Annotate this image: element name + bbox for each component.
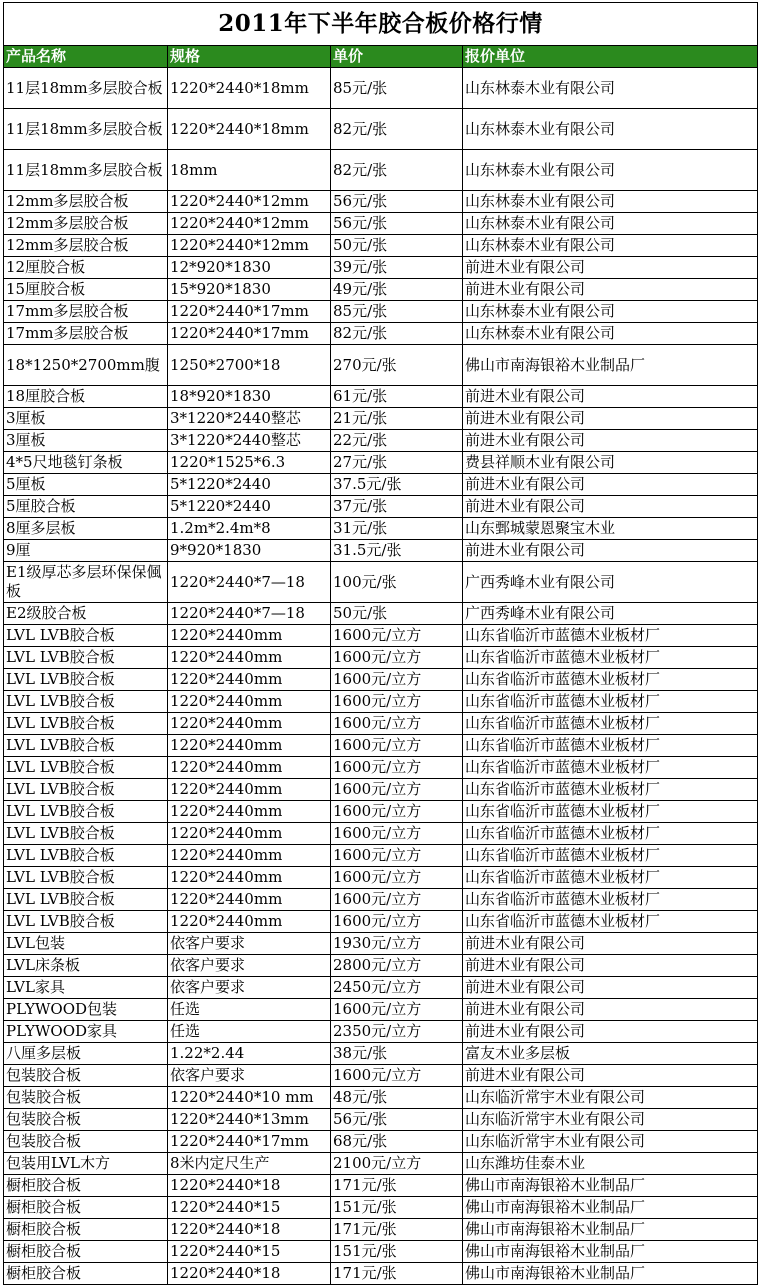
supplier-cell: 山东省临沂市蓝德木业板材厂 xyxy=(463,735,758,757)
product-name-cell: 橱柜胶合板 xyxy=(4,1175,168,1197)
spec-cell: 18*920*1830 xyxy=(168,386,331,408)
price-cell: 100元/张 xyxy=(331,562,463,603)
spec-cell: 18mm xyxy=(168,150,331,191)
supplier-cell: 山东鄄城蒙恩聚宝木业 xyxy=(463,518,758,540)
price-cell: 1600元/立方 xyxy=(331,779,463,801)
supplier-cell: 山东潍坊佳泰木业 xyxy=(463,1153,758,1175)
price-cell: 2800元/立方 xyxy=(331,955,463,977)
product-name-cell: 八厘多层板 xyxy=(4,1043,168,1065)
supplier-cell: 佛山市南海银裕木业制品厂 xyxy=(463,1175,758,1197)
supplier-cell: 前进木业有限公司 xyxy=(463,955,758,977)
spec-cell: 依客户要求 xyxy=(168,933,331,955)
spec-cell: 8米内定尺生产 xyxy=(168,1153,331,1175)
price-cell: 82元/张 xyxy=(331,150,463,191)
price-cell: 56元/张 xyxy=(331,191,463,213)
table-row xyxy=(4,625,758,647)
table-row xyxy=(4,150,758,191)
table-row xyxy=(4,1219,758,1241)
supplier-cell: 前进木业有限公司 xyxy=(463,279,758,301)
table-row xyxy=(4,1043,758,1065)
spec-cell: 1220*2440*12mm xyxy=(168,213,331,235)
price-cell: 2350元/立方 xyxy=(331,1021,463,1043)
table-row xyxy=(4,999,758,1021)
price-cell: 39元/张 xyxy=(331,257,463,279)
product-name-cell: 11层18mm多层胶合板 xyxy=(4,109,168,150)
spec-cell: 9*920*1830 xyxy=(168,540,331,562)
table-row xyxy=(4,933,758,955)
supplier-cell: 山东省临沂市蓝德木业板材厂 xyxy=(463,779,758,801)
table-row xyxy=(4,257,758,279)
spec-cell: 1220*2440*15 xyxy=(168,1241,331,1263)
spec-cell: 3*1220*2440整芯 xyxy=(168,408,331,430)
product-name-cell: 12厘胶合板 xyxy=(4,257,168,279)
price-cell: 1600元/立方 xyxy=(331,999,463,1021)
price-cell: 85元/张 xyxy=(331,301,463,323)
spec-cell: 1220*2440mm xyxy=(168,911,331,933)
table-row xyxy=(4,235,758,257)
product-name-cell: LVL包装 xyxy=(4,933,168,955)
supplier-cell: 山东临沂常宇木业有限公司 xyxy=(463,1109,758,1131)
table-row xyxy=(4,1021,758,1043)
column-header-spec: 规格 xyxy=(168,46,331,68)
supplier-cell: 前进木业有限公司 xyxy=(463,977,758,999)
table-row xyxy=(4,474,758,496)
table-row xyxy=(4,452,758,474)
spec-cell: 1250*2700*18 xyxy=(168,345,331,386)
spec-cell: 1220*2440*13mm xyxy=(168,1109,331,1131)
table-row xyxy=(4,68,758,109)
table-row xyxy=(4,408,758,430)
table-row xyxy=(4,518,758,540)
supplier-cell: 前进木业有限公司 xyxy=(463,1065,758,1087)
product-name-cell: LVL LVB胶合板 xyxy=(4,867,168,889)
supplier-cell: 前进木业有限公司 xyxy=(463,496,758,518)
product-name-cell: 包装胶合板 xyxy=(4,1109,168,1131)
spec-cell: 1220*2440*17mm xyxy=(168,301,331,323)
product-name-cell: 4*5尺地毯钉条板 xyxy=(4,452,168,474)
table-row xyxy=(4,279,758,301)
price-cell: 27元/张 xyxy=(331,452,463,474)
table-row xyxy=(4,562,758,603)
supplier-cell: 前进木业有限公司 xyxy=(463,933,758,955)
supplier-cell: 富友木业多层板 xyxy=(463,1043,758,1065)
spec-cell: 1220*2440*7—18 xyxy=(168,603,331,625)
supplier-cell: 前进木业有限公司 xyxy=(463,386,758,408)
spec-cell: 1220*2440*18mm xyxy=(168,109,331,150)
supplier-cell: 佛山市南海银裕木业制品厂 xyxy=(463,1241,758,1263)
product-name-cell: 橱柜胶合板 xyxy=(4,1219,168,1241)
spec-cell: 15*920*1830 xyxy=(168,279,331,301)
product-name-cell: PLYWOOD包装 xyxy=(4,999,168,1021)
price-cell: 31元/张 xyxy=(331,518,463,540)
table-row xyxy=(4,430,758,452)
price-cell: 2450元/立方 xyxy=(331,977,463,999)
table-row xyxy=(4,345,758,386)
price-cell: 1600元/立方 xyxy=(331,1065,463,1087)
table-row xyxy=(4,1175,758,1197)
table-row xyxy=(4,540,758,562)
spec-cell: 1220*2440mm xyxy=(168,823,331,845)
product-name-cell: LVL床条板 xyxy=(4,955,168,977)
table-row xyxy=(4,955,758,977)
supplier-cell: 前进木业有限公司 xyxy=(463,257,758,279)
product-name-cell: 12mm多层胶合板 xyxy=(4,235,168,257)
price-cell: 171元/张 xyxy=(331,1219,463,1241)
product-name-cell: 8厘多层板 xyxy=(4,518,168,540)
product-name-cell: 11层18mm多层胶合板 xyxy=(4,68,168,109)
product-name-cell: LVL LVB胶合板 xyxy=(4,779,168,801)
spec-cell: 1220*2440mm xyxy=(168,735,331,757)
spec-cell: 1220*2440mm xyxy=(168,779,331,801)
column-header-price: 单价 xyxy=(331,46,463,68)
product-name-cell: 17mm多层胶合板 xyxy=(4,301,168,323)
supplier-cell: 前进木业有限公司 xyxy=(463,408,758,430)
spec-cell: 1220*2440mm xyxy=(168,757,331,779)
product-name-cell: 包装胶合板 xyxy=(4,1131,168,1153)
product-name-cell: LVL LVB胶合板 xyxy=(4,713,168,735)
product-name-cell: LVL LVB胶合板 xyxy=(4,625,168,647)
product-name-cell: 18*1250*2700mm腹 xyxy=(4,345,168,386)
supplier-cell: 佛山市南海银裕木业制品厂 xyxy=(463,1263,758,1285)
product-name-cell: LVL LVB胶合板 xyxy=(4,801,168,823)
product-name-cell: 橱柜胶合板 xyxy=(4,1263,168,1285)
table-row xyxy=(4,669,758,691)
table-row xyxy=(4,1131,758,1153)
supplier-cell: 山东林泰木业有限公司 xyxy=(463,191,758,213)
supplier-cell: 山东临沂常宇木业有限公司 xyxy=(463,1131,758,1153)
supplier-cell: 山东林泰木业有限公司 xyxy=(463,213,758,235)
supplier-cell: 山东林泰木业有限公司 xyxy=(463,235,758,257)
table-row xyxy=(4,867,758,889)
supplier-cell: 前进木业有限公司 xyxy=(463,540,758,562)
price-cell: 37.5元/张 xyxy=(331,474,463,496)
product-name-cell: 5厘胶合板 xyxy=(4,496,168,518)
product-name-cell: 18厘胶合板 xyxy=(4,386,168,408)
spec-cell: 1220*2440*15 xyxy=(168,1197,331,1219)
price-cell: 151元/张 xyxy=(331,1241,463,1263)
price-cell: 82元/张 xyxy=(331,109,463,150)
price-cell: 151元/张 xyxy=(331,1197,463,1219)
price-cell: 1600元/立方 xyxy=(331,867,463,889)
supplier-cell: 山东省临沂市蓝德木业板材厂 xyxy=(463,801,758,823)
table-body xyxy=(4,68,758,1285)
product-name-cell: 包装用LVL木方 xyxy=(4,1153,168,1175)
table-row xyxy=(4,1153,758,1175)
table-row xyxy=(4,213,758,235)
spec-cell: 任选 xyxy=(168,1021,331,1043)
product-name-cell: 15厘胶合板 xyxy=(4,279,168,301)
price-cell: 68元/张 xyxy=(331,1131,463,1153)
product-name-cell: 3厘板 xyxy=(4,430,168,452)
table-row xyxy=(4,779,758,801)
table-row xyxy=(4,603,758,625)
price-cell: 2100元/立方 xyxy=(331,1153,463,1175)
price-cell: 50元/张 xyxy=(331,235,463,257)
spec-cell: 1.22*2.44 xyxy=(168,1043,331,1065)
supplier-cell: 山东林泰木业有限公司 xyxy=(463,68,758,109)
product-name-cell: LVL LVB胶合板 xyxy=(4,823,168,845)
product-name-cell: 12mm多层胶合板 xyxy=(4,213,168,235)
table-row xyxy=(4,713,758,735)
table-row xyxy=(4,823,758,845)
spec-cell: 依客户要求 xyxy=(168,1065,331,1087)
table-row xyxy=(4,1065,758,1087)
supplier-cell: 山东省临沂市蓝德木业板材厂 xyxy=(463,845,758,867)
price-cell: 85元/张 xyxy=(331,68,463,109)
price-cell: 48元/张 xyxy=(331,1087,463,1109)
table-row xyxy=(4,757,758,779)
spec-cell: 任选 xyxy=(168,999,331,1021)
spec-cell: 3*1220*2440整芯 xyxy=(168,430,331,452)
supplier-cell: 山东省临沂市蓝德木业板材厂 xyxy=(463,823,758,845)
supplier-cell: 山东省临沂市蓝德木业板材厂 xyxy=(463,867,758,889)
spec-cell: 1220*2440mm xyxy=(168,845,331,867)
product-name-cell: 橱柜胶合板 xyxy=(4,1197,168,1219)
table-row xyxy=(4,301,758,323)
product-name-cell: 11层18mm多层胶合板 xyxy=(4,150,168,191)
column-header-product: 产品名称 xyxy=(4,46,168,68)
supplier-cell: 山东临沂常宇木业有限公司 xyxy=(463,1087,758,1109)
supplier-cell: 佛山市南海银裕木业制品厂 xyxy=(463,1219,758,1241)
price-cell: 56元/张 xyxy=(331,1109,463,1131)
price-cell: 1600元/立方 xyxy=(331,757,463,779)
product-name-cell: LVL家具 xyxy=(4,977,168,999)
column-header-row xyxy=(4,46,758,68)
price-cell: 1600元/立方 xyxy=(331,669,463,691)
supplier-cell: 山东林泰木业有限公司 xyxy=(463,323,758,345)
supplier-cell: 前进木业有限公司 xyxy=(463,430,758,452)
product-name-cell: 12mm多层胶合板 xyxy=(4,191,168,213)
spec-cell: 1220*2440*12mm xyxy=(168,191,331,213)
price-cell: 1600元/立方 xyxy=(331,845,463,867)
spec-cell: 依客户要求 xyxy=(168,955,331,977)
spec-cell: 1220*2440mm xyxy=(168,625,331,647)
product-name-cell: LVL LVB胶合板 xyxy=(4,691,168,713)
price-cell: 171元/张 xyxy=(331,1263,463,1285)
spec-cell: 1220*2440mm xyxy=(168,889,331,911)
table-row xyxy=(4,889,758,911)
spec-cell: 1220*2440*12mm xyxy=(168,235,331,257)
price-cell: 31.5元/张 xyxy=(331,540,463,562)
spec-cell: 1.2m*2.4m*8 xyxy=(168,518,331,540)
spec-cell: 1220*2440*10 mm xyxy=(168,1087,331,1109)
product-name-cell: E2级胶合板 xyxy=(4,603,168,625)
product-name-cell: LVL LVB胶合板 xyxy=(4,735,168,757)
table-row xyxy=(4,801,758,823)
supplier-cell: 广西秀峰木业有限公司 xyxy=(463,603,758,625)
price-cell: 1600元/立方 xyxy=(331,713,463,735)
price-table xyxy=(3,2,758,1285)
product-name-cell: LVL LVB胶合板 xyxy=(4,647,168,669)
spec-cell: 1220*2440mm xyxy=(168,669,331,691)
price-cell: 56元/张 xyxy=(331,213,463,235)
supplier-cell: 山东林泰木业有限公司 xyxy=(463,109,758,150)
product-name-cell: LVL LVB胶合板 xyxy=(4,911,168,933)
spec-cell: 1220*2440*18 xyxy=(168,1263,331,1285)
table-row xyxy=(4,109,758,150)
supplier-cell: 山东省临沂市蓝德木业板材厂 xyxy=(463,691,758,713)
price-cell: 1600元/立方 xyxy=(331,647,463,669)
spec-cell: 1220*2440*18 xyxy=(168,1219,331,1241)
price-cell: 171元/张 xyxy=(331,1175,463,1197)
supplier-cell: 山东省临沂市蓝德木业板材厂 xyxy=(463,669,758,691)
supplier-cell: 山东省临沂市蓝德木业板材厂 xyxy=(463,911,758,933)
price-cell: 82元/张 xyxy=(331,323,463,345)
price-cell: 1600元/立方 xyxy=(331,735,463,757)
table-row xyxy=(4,911,758,933)
table-row xyxy=(4,386,758,408)
supplier-cell: 山东省临沂市蓝德木业板材厂 xyxy=(463,625,758,647)
spec-cell: 依客户要求 xyxy=(168,977,331,999)
spec-cell: 1220*2440mm xyxy=(168,691,331,713)
price-cell: 270元/张 xyxy=(331,345,463,386)
supplier-cell: 费县祥顺木业有限公司 xyxy=(463,452,758,474)
spec-cell: 1220*2440*7—18 xyxy=(168,562,331,603)
supplier-cell: 前进木业有限公司 xyxy=(463,1021,758,1043)
product-name-cell: LVL LVB胶合板 xyxy=(4,669,168,691)
table-row xyxy=(4,1241,758,1263)
table-row xyxy=(4,1263,758,1285)
price-cell: 1600元/立方 xyxy=(331,823,463,845)
supplier-cell: 前进木业有限公司 xyxy=(463,474,758,496)
spec-cell: 1220*2440*17mm xyxy=(168,1131,331,1153)
column-header-supplier: 报价单位 xyxy=(463,46,758,68)
product-name-cell: PLYWOOD家具 xyxy=(4,1021,168,1043)
supplier-cell: 山东林泰木业有限公司 xyxy=(463,150,758,191)
price-cell: 22元/张 xyxy=(331,430,463,452)
product-name-cell: 5厘板 xyxy=(4,474,168,496)
table-row xyxy=(4,323,758,345)
spec-cell: 1220*2440mm xyxy=(168,647,331,669)
price-cell: 49元/张 xyxy=(331,279,463,301)
table-title: 2011年下半年胶合板价格行情 xyxy=(4,3,758,46)
supplier-cell: 佛山市南海银裕木业制品厂 xyxy=(463,1197,758,1219)
supplier-cell: 广西秀峰木业有限公司 xyxy=(463,562,758,603)
spec-cell: 1220*1525*6.3 xyxy=(168,452,331,474)
table-row xyxy=(4,735,758,757)
table-row xyxy=(4,191,758,213)
supplier-cell: 山东省临沂市蓝德木业板材厂 xyxy=(463,889,758,911)
price-cell: 1930元/立方 xyxy=(331,933,463,955)
product-name-cell: 包装胶合板 xyxy=(4,1087,168,1109)
table-row xyxy=(4,647,758,669)
supplier-cell: 山东林泰木业有限公司 xyxy=(463,301,758,323)
price-cell: 1600元/立方 xyxy=(331,911,463,933)
supplier-cell: 佛山市南海银裕木业制品厂 xyxy=(463,345,758,386)
product-name-cell: 3厘板 xyxy=(4,408,168,430)
product-name-cell: 橱柜胶合板 xyxy=(4,1241,168,1263)
price-cell: 1600元/立方 xyxy=(331,691,463,713)
supplier-cell: 山东省临沂市蓝德木业板材厂 xyxy=(463,757,758,779)
price-cell: 50元/张 xyxy=(331,603,463,625)
spec-cell: 1220*2440mm xyxy=(168,801,331,823)
spec-cell: 1220*2440*17mm xyxy=(168,323,331,345)
spec-cell: 12*920*1830 xyxy=(168,257,331,279)
product-name-cell: 包装胶合板 xyxy=(4,1065,168,1087)
table-row xyxy=(4,1087,758,1109)
product-name-cell: LVL LVB胶合板 xyxy=(4,889,168,911)
price-cell: 1600元/立方 xyxy=(331,889,463,911)
product-name-cell: 9厘 xyxy=(4,540,168,562)
table-row xyxy=(4,496,758,518)
price-cell: 38元/张 xyxy=(331,1043,463,1065)
spec-cell: 1220*2440mm xyxy=(168,713,331,735)
price-cell: 1600元/立方 xyxy=(331,625,463,647)
supplier-cell: 山东省临沂市蓝德木业板材厂 xyxy=(463,647,758,669)
product-name-cell: E1级厚芯多层环保保偑板 xyxy=(4,562,168,603)
supplier-cell: 山东省临沂市蓝德木业板材厂 xyxy=(463,713,758,735)
price-cell: 21元/张 xyxy=(331,408,463,430)
table-row xyxy=(4,845,758,867)
table-row xyxy=(4,977,758,999)
product-name-cell: LVL LVB胶合板 xyxy=(4,757,168,779)
spec-cell: 5*1220*2440 xyxy=(168,474,331,496)
table-row xyxy=(4,691,758,713)
spec-cell: 1220*2440*18mm xyxy=(168,68,331,109)
product-name-cell: 17mm多层胶合板 xyxy=(4,323,168,345)
table-row xyxy=(4,1109,758,1131)
table-row xyxy=(4,1197,758,1219)
price-cell: 37元/张 xyxy=(331,496,463,518)
spec-cell: 1220*2440mm xyxy=(168,867,331,889)
spec-cell: 5*1220*2440 xyxy=(168,496,331,518)
product-name-cell: LVL LVB胶合板 xyxy=(4,845,168,867)
price-cell: 61元/张 xyxy=(331,386,463,408)
supplier-cell: 前进木业有限公司 xyxy=(463,999,758,1021)
spec-cell: 1220*2440*18 xyxy=(168,1175,331,1197)
price-cell: 1600元/立方 xyxy=(331,801,463,823)
